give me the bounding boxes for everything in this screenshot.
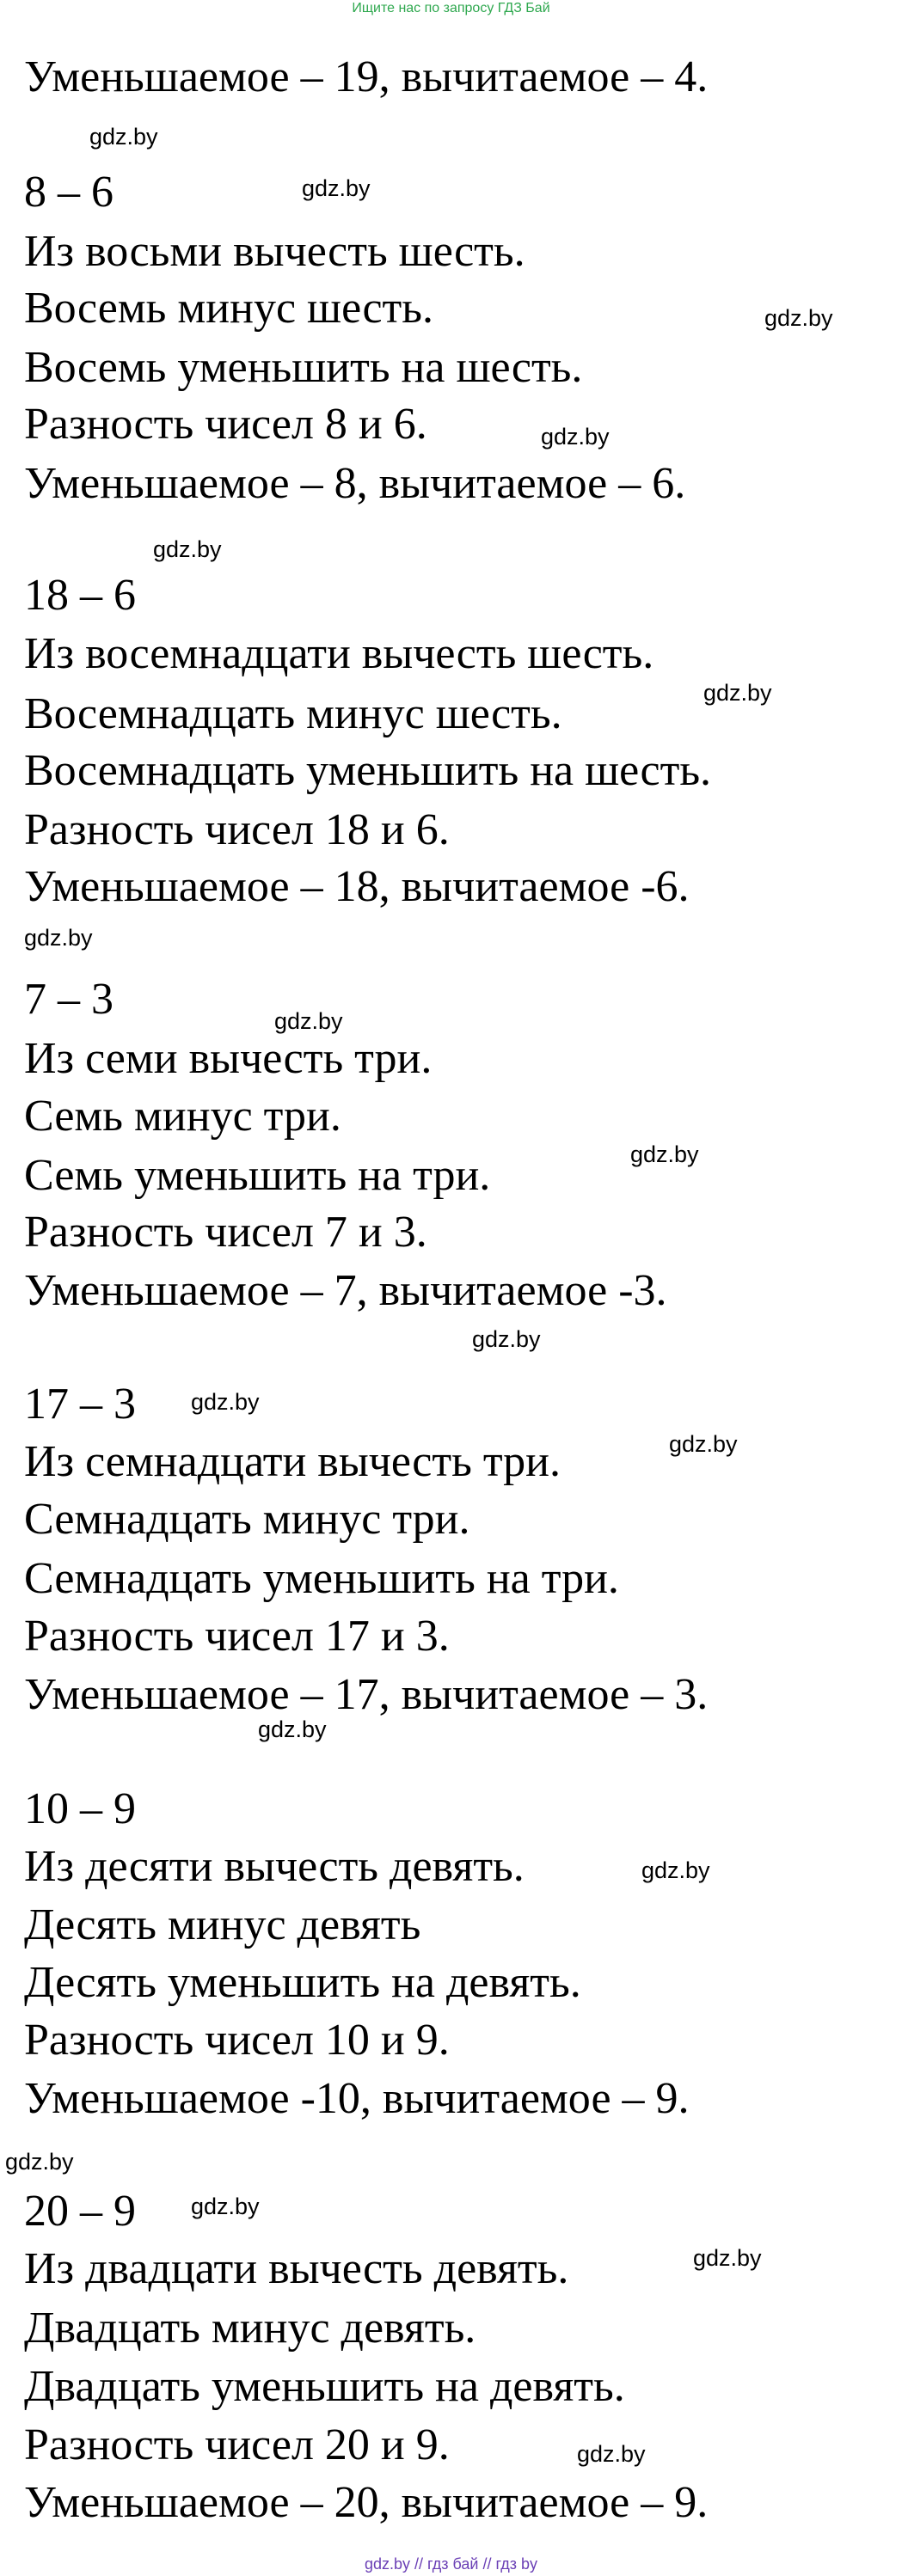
watermark: gdz.by [5,2149,74,2175]
text-line: Из восемнадцати вычесть шесть. [24,629,654,678]
text-line: Разность чисел 20 и 9. [24,2420,450,2469]
text-line: Семь минус три. [24,1092,341,1141]
watermark: gdz.by [302,175,371,201]
watermark: gdz.by [703,680,772,706]
problem-heading: 18 – 6 [24,571,136,620]
text-line: Из восьми вычесть шесть. [24,227,525,276]
watermark: gdz.by [24,925,93,951]
watermark: gdz.by [191,1389,260,1415]
watermark: gdz.by [153,536,222,562]
watermark: gdz.by [577,2441,646,2467]
watermark: gdz.by [641,1857,710,1883]
problem-heading: 10 – 9 [24,1784,136,1833]
text-line: Уменьшаемое – 18, вычитаемое -6. [24,862,690,911]
text-line: Семнадцать минус три. [24,1495,470,1544]
text-line: Уменьшаемое – 17, вычитаемое – 3. [24,1670,709,1719]
problem-heading: 8 – 6 [24,168,114,217]
watermark: gdz.by [89,124,158,150]
text-line: Двадцать уменьшить на девять. [24,2362,625,2411]
text-line: Десять минус девять [24,1900,421,1949]
watermark: gdz.by [693,2245,762,2271]
watermark: gdz.by [472,1326,541,1352]
text-line: Уменьшаемое – 7, вычитаемое -3. [24,1266,667,1315]
watermark: gdz.by [669,1431,738,1457]
text-line: Десять уменьшить на девять. [24,1958,581,2007]
text-line: Двадцать минус девять. [24,2304,476,2353]
footer-links[interactable]: gdz.by // гдз бай // гдз by [364,2555,538,2573]
header-banner[interactable]: Ищите нас по запросу ГДЗ Бай [352,1,550,15]
watermark: gdz.by [191,2194,260,2219]
text-line: Из семи вычесть три. [24,1034,433,1083]
text-line: Из семнадцати вычесть три. [24,1437,561,1486]
text-line: Восемь уменьшить на шесть. [24,343,583,392]
text-line: Восемнадцать минус шесть. [24,689,562,738]
text-line: Семнадцать уменьшить на три. [24,1554,619,1603]
watermark: gdz.by [258,1716,327,1742]
text-line: Семь уменьшить на три. [24,1151,491,1200]
watermark: gdz.by [630,1141,699,1167]
text-line: Уменьшаемое – 8, вычитаемое – 6. [24,459,686,508]
text-line: Восемнадцать уменьшить на шесть. [24,746,712,795]
problem-heading: 20 – 9 [24,2187,136,2236]
text-line: Уменьшаемое -10, вычитаемое – 9. [24,2074,690,2123]
watermark: gdz.by [274,1008,343,1034]
problem-heading: 7 – 3 [24,975,114,1024]
text-line: Разность чисел 18 и 6. [24,805,450,854]
text-line: Разность чисел 7 и 3. [24,1208,427,1257]
text-line: Разность чисел 10 и 9. [24,2016,450,2065]
watermark: gdz.by [764,305,833,331]
text-line: Из десяти вычесть девять. [24,1842,525,1891]
text-line: Разность чисел 17 и 3. [24,1612,450,1661]
problem-heading: 17 – 3 [24,1380,136,1429]
text-line: Восемь минус шесть. [24,284,433,333]
text-line: Уменьшаемое – 19, вычитаемое – 4. [24,52,709,101]
watermark: gdz.by [541,424,610,450]
text-line: Из двадцати вычесть девять. [24,2244,569,2293]
text-line: Разность чисел 8 и 6. [24,400,427,449]
text-line: Уменьшаемое – 20, вычитаемое – 9. [24,2478,709,2527]
